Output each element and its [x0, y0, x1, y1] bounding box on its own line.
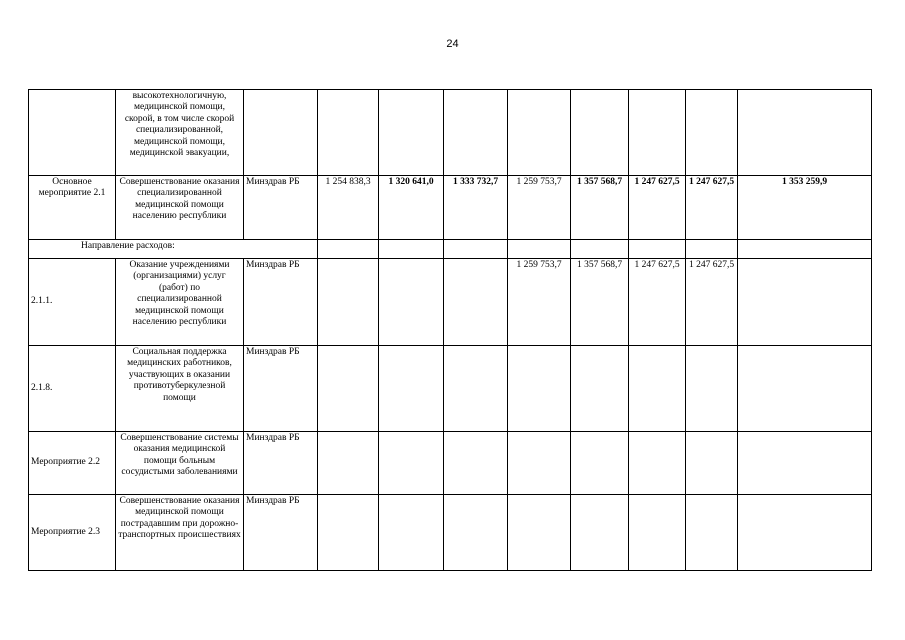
cell-value: 1 259 753,7: [508, 259, 571, 346]
cell-code: 2.1.8.: [29, 346, 116, 432]
cell-value: [318, 346, 379, 432]
cell-value: [444, 259, 508, 346]
cell-description: Социальная поддержка медицинских работников, участвующих в оказании противотуберкулезной помощи: [116, 346, 244, 432]
cell-value: [444, 495, 508, 571]
cell-value: [318, 259, 379, 346]
cell-value: [318, 432, 379, 495]
cell-value: 1 353 259,9: [738, 176, 872, 240]
cell-value: [686, 90, 738, 176]
cell-value: [508, 90, 571, 176]
cell-value: [629, 240, 686, 259]
direction-label: Направление расходов:: [29, 240, 318, 259]
cell-description: высокотехнологичную, медицинской помощи, скорой, в том числе скорой специализированной, медицинской помощи, медицинской эвакуации,: [116, 90, 244, 176]
cell-value: 1 333 732,7: [444, 176, 508, 240]
cell-description: Совершенствование системы оказания медицинской помощи больным сосудистыми заболеваниями: [116, 432, 244, 495]
cell-code: Основное мероприятие 2.1: [29, 176, 116, 240]
cell-value: 1 357 568,7: [571, 176, 629, 240]
cell-value: [508, 495, 571, 571]
cell-value: [318, 90, 379, 176]
cell-value: [629, 495, 686, 571]
cell-value: [379, 240, 444, 259]
cell-value: [379, 259, 444, 346]
cell-code: Мероприятие 2.3: [29, 495, 116, 571]
table-row-main-2-1: [29, 176, 872, 240]
cell-description: Совершенствование оказания медицинской помощи пострадавшим при дорожно-транспортных происшествиях: [116, 495, 244, 571]
cell-value: 1 247 627,5: [629, 259, 686, 346]
cell-executor: [244, 90, 318, 176]
cell-value: 1 259 753,7: [508, 176, 571, 240]
cell-executor: Минздрав РБ: [244, 495, 318, 571]
cell-value: [379, 90, 444, 176]
cell-value: [738, 90, 872, 176]
cell-value: 1 254 838,3: [318, 176, 379, 240]
cell-value: [508, 346, 571, 432]
cell-value: [379, 495, 444, 571]
cell-value: [738, 495, 872, 571]
cell-value: [379, 346, 444, 432]
cell-value: [571, 495, 629, 571]
cell-value: [318, 240, 379, 259]
cell-value: [379, 432, 444, 495]
cell-value: [629, 432, 686, 495]
cell-value: [444, 90, 508, 176]
table-row-item-2-1-1: [29, 259, 872, 346]
cell-value: [571, 346, 629, 432]
table-row-continuation: [29, 90, 872, 176]
cell-value: [318, 495, 379, 571]
page-number: 24: [446, 38, 459, 50]
cell-value: [738, 240, 872, 259]
cell-code: Мероприятие 2.2: [29, 432, 116, 495]
cell-value: [738, 346, 872, 432]
cell-value: [686, 432, 738, 495]
table-row-measure-2-3: [29, 495, 872, 571]
cell-executor: Минздрав РБ: [244, 259, 318, 346]
cell-value: 1 247 627,5: [686, 176, 738, 240]
cell-value: [629, 90, 686, 176]
cell-value: 1 247 627,5: [629, 176, 686, 240]
cell-description: Оказание учреждениями (организациями) услуг (работ) по специализированной медицинской помощи населению республики: [116, 259, 244, 346]
cell-value: [686, 346, 738, 432]
cell-code: 2.1.1.: [29, 259, 116, 346]
cell-value: [571, 90, 629, 176]
cell-value: [571, 432, 629, 495]
cell-executor: Минздрав РБ: [244, 176, 318, 240]
cell-value: [444, 432, 508, 495]
cell-value: 1 357 568,7: [571, 259, 629, 346]
cell-executor: Минздрав РБ: [244, 346, 318, 432]
cell-value: [508, 432, 571, 495]
cell-value: [738, 259, 872, 346]
cell-value: [686, 240, 738, 259]
cell-code: [29, 90, 116, 176]
cell-value: [508, 240, 571, 259]
cell-value: [444, 240, 508, 259]
cell-value: [444, 346, 508, 432]
table-row-item-2-1-8: [29, 346, 872, 432]
cell-value: [686, 495, 738, 571]
cell-description: Совершенствование оказания специализированной медицинской помощи населению республики: [116, 176, 244, 240]
cell-value: [629, 346, 686, 432]
table-row-measure-2-2: [29, 432, 872, 495]
cell-executor: Минздрав РБ: [244, 432, 318, 495]
cell-value: [738, 432, 872, 495]
program-table: [28, 89, 872, 571]
cell-value: 1 247 627,5: [686, 259, 738, 346]
table-row-direction: [29, 240, 872, 259]
cell-value: [571, 240, 629, 259]
cell-value: 1 320 641,0: [379, 176, 444, 240]
